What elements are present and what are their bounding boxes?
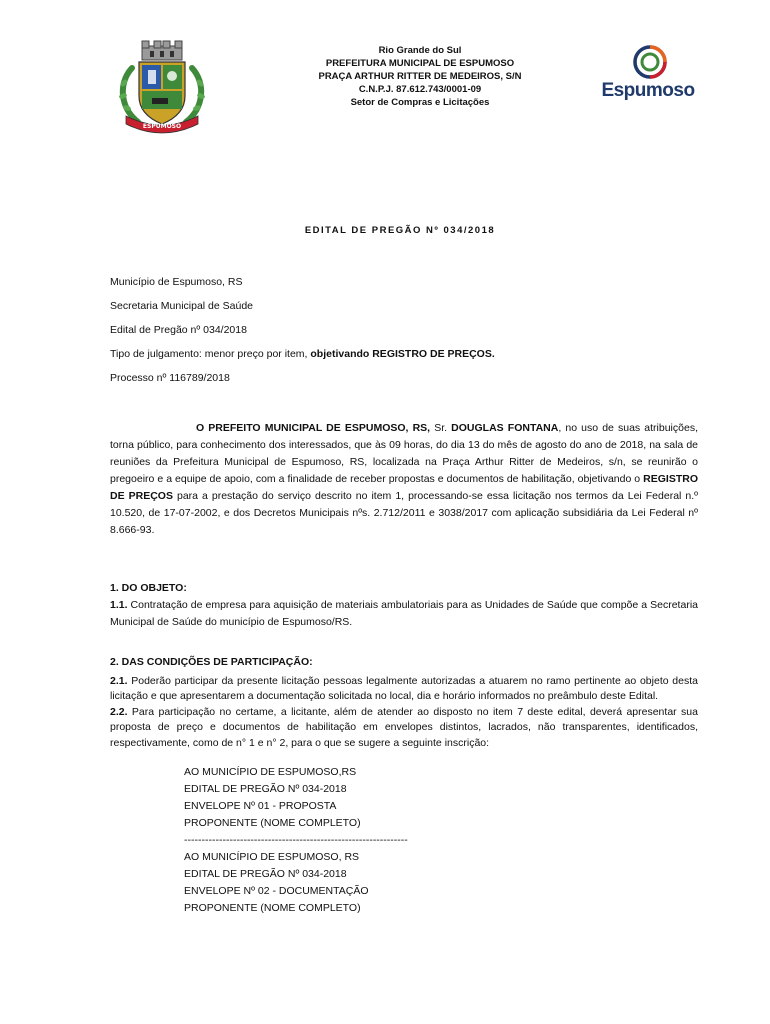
meta-tipo-prefix: Tipo de julgamento: menor preço por item, [110, 348, 311, 360]
intro-bold-prefeito: O PREFEITO MUNICIPAL DE ESPUMOSO, RS, [196, 422, 431, 434]
section-2-2-text: Para participação no certame, a licitante, além de atender ao disposto no item 7 deste edital, deverá apresentar sua proposta de preço e documentos de habilitação em envelopes distintos, lacrados, não transparentes, identificados, respectivamente, como de n° 1 e n° 2, para o que se sugere a seguinte inscrição: [110, 705, 698, 749]
section-2-1-number: 2.1. [110, 674, 128, 687]
envelope-line: AO MUNICÍPIO DE ESPUMOSO, RS [184, 851, 360, 863]
section-2-2 [110, 705, 698, 752]
letterhead-prefeitura: PREFEITURA MUNICIPAL DE ESPUMOSO [325, 58, 515, 69]
meta-municipio: Município de Espumoso, RS [110, 276, 243, 288]
section-1-1-number: 1.1. [110, 599, 128, 611]
envelope-inscription [184, 764, 408, 917]
section-2-1-text: Poderão participar da presente licitação pessoas legalmente autorizadas a atuarem no ramo pertinente ao objeto desta licitação e que apresentarem a documentação solicitada no local, dia e horário informados no preâmbulo deste Edital. [110, 674, 698, 702]
intro-bold-registro: REGISTRO DE PREÇOS [110, 473, 698, 502]
intro-text-1: Sr. [430, 422, 452, 434]
logo-wordmark: Espumoso [601, 80, 695, 101]
section-condicoes [110, 655, 698, 751]
meta-processo: Processo nº 116789/2018 [110, 372, 230, 384]
envelope-line: AO MUNICÍPIO DE ESPUMOSO,RS [184, 766, 357, 778]
letterhead-address: PRAÇA ARTHUR RITTER DE MEDEIROS, S/N [318, 71, 522, 82]
section-2-heading: 2. DAS CONDIÇÕES DE PARTICIPAÇÃO: [110, 656, 313, 668]
envelope-line: PROPONENTE (NOME COMPLETO) [184, 902, 361, 914]
intro-text-3: para a prestação do serviço descrito no item 1, processando-se essa licitação nos termos da Lei Federal n.º 10.520, de 17-07-2002, e dos Decretos Municipais nºs. 2.712/2011 e 3038/2017 com aplicação subsidiária da Lei Federal nº 8.666-93. [110, 490, 698, 536]
meta-tipo-bold: objetivando REGISTRO DE PREÇOS. [310, 348, 495, 360]
intro-paragraph [110, 420, 698, 539]
envelope-line: EDITAL DE PREGÃO Nº 034-2018 [184, 783, 347, 795]
letterhead-cnpj: C.N.P.J. 87.612.743/0001-09 [358, 84, 482, 95]
envelope-line: EDITAL DE PREGÃO Nº 034-2018 [184, 868, 347, 880]
section-1-1-text: Contratação de empresa para aquisição de materiais ambulatoriais para as Unidades de Saúde que compõe a Secretaria Municipal de Saúde do município de Espumoso/RS. [110, 599, 698, 628]
meta-secretaria: Secretaria Municipal de Saúde [110, 300, 254, 312]
meta-tipo-julgamento [110, 348, 495, 360]
intro-text-2: , no uso de suas atribuições, torna público, para conhecimento dos interessados, que às 09 horas, do dia 13 do mês de agosto do ano de 2018, na sala de reuniões da Prefeitura Municipal de Espumoso, RS, localizada na Praça Arthur Ritter de Medeiros, s/n, se reunirão o pregoeiro e a equipe de apoio, com a finalidade de receber propostas e documentos de habilitação, objetivando o [110, 422, 698, 485]
section-1-1 [110, 597, 698, 631]
envelope-line: PROPONENTE (NOME COMPLETO) [184, 817, 361, 829]
espumoso-logo [598, 42, 698, 104]
municipal-crest-icon [112, 38, 212, 138]
intro-bold-name: DOUGLAS FONTANA [451, 422, 559, 434]
meta-edital: Edital de Pregão nº 034/2018 [110, 324, 247, 336]
envelope-line: ENVELOPE Nº 02 - DOCUMENTAÇÃO [184, 885, 369, 897]
section-2-2-number: 2.2. [110, 705, 128, 718]
section-2-1 [110, 674, 698, 705]
crest-ribbon-text: ESPUMOSO [142, 123, 182, 130]
espumoso-logo-icon [598, 42, 698, 82]
letterhead [270, 44, 570, 109]
section-objeto [110, 580, 698, 631]
letterhead-sector: Setor de Compras e Licitações [350, 97, 490, 108]
envelope-separator: ---------------------------------------------------------------- [184, 834, 408, 846]
envelope-line: ENVELOPE Nº 01 - PROPOSTA [184, 800, 337, 812]
letterhead-state: Rio Grande do Sul [378, 45, 462, 56]
document-title: EDITAL DE PREGÃO Nº 034/2018 [304, 225, 496, 236]
section-1-heading: 1. DO OBJETO: [110, 582, 187, 594]
